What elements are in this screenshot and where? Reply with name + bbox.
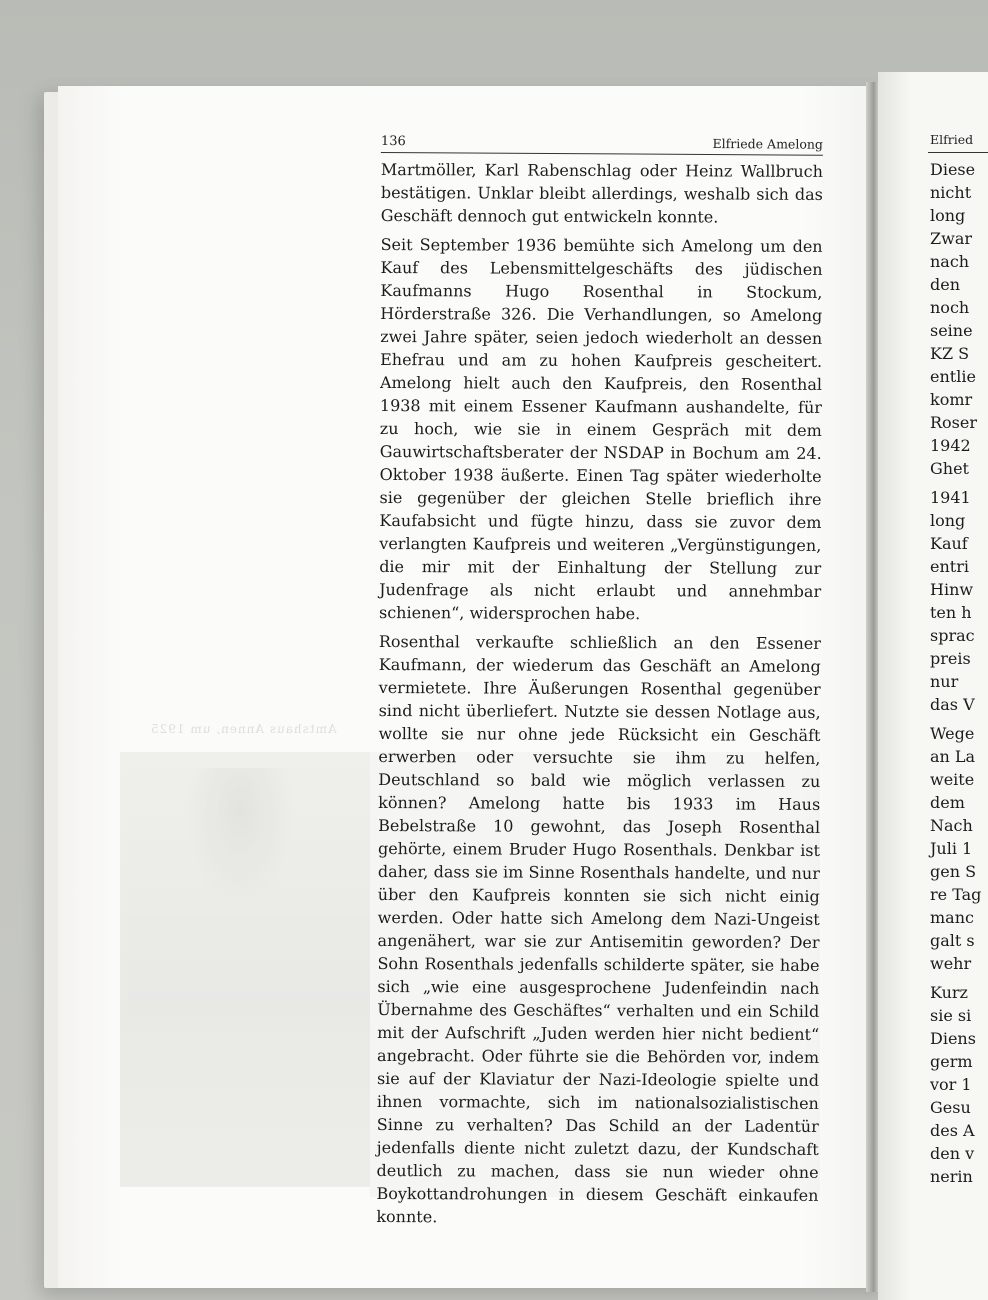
right-page-line: das V: [930, 695, 975, 714]
right-page-line: galt s: [930, 931, 975, 950]
right-page-line: Kurz: [930, 983, 968, 1002]
right-page-line: ten h: [930, 603, 972, 622]
right-page-line: wehr: [930, 954, 972, 973]
right-page-line: gen S: [930, 862, 977, 881]
right-page-line: germ: [930, 1052, 973, 1071]
body-text: [376, 158, 823, 1236]
right-page-line: 1942: [930, 436, 971, 455]
right-page-line: Diese: [930, 160, 976, 179]
right-page-line: vor 1: [930, 1075, 972, 1094]
show-through-photo: [120, 752, 370, 1187]
right-running-title: Elfried: [930, 132, 974, 147]
right-page-line: Diens: [930, 1029, 976, 1048]
right-page-line: manc: [930, 908, 974, 927]
right-page-line: KZ S: [930, 344, 970, 363]
right-page-line: den v: [930, 1144, 975, 1163]
right-page-line: Juli 1: [930, 839, 973, 858]
right-page-line: nicht: [930, 183, 972, 202]
right-page-line: Hinw: [930, 580, 974, 599]
page-number: 136: [380, 133, 406, 150]
right-page-line: preis: [930, 649, 971, 668]
running-head: [381, 132, 823, 156]
right-page-line: long: [930, 206, 966, 225]
paragraph-3: Rosenthal verkaufte schließlich an den Essener Kaufmann, der wiederum das Geschäft an Amelong vermietete. Ihre Äußerungen Rosenthal gegenüber sind nicht überliefert. Nutzte sie dessen Notlage aus, wollte sie nur ohne jede Rücksicht ein Geschäft erwerben oder versuchte sie ihm zu helfen, Deutschland so bald wie möglich verlassen zu können? Amelong hatte bis 1933 im Haus Bebelstraße 10 gewohnt, das Joseph Rosenthal gehörte, einem Bruder Hugo Rosenthals. Denkbar ist daher, dass sie im Sinne Rosenthals handelte, und nur über den Kaufpreis konnten sie sich nicht einig werden. Oder hatte sich Amelong dem Nazi-Ungeist angenähert, war sie zur Antisemitin geworden? Der Sohn Rosenthals jedenfalls schilderte später, sie habe sich „wie eine ausgesprochene Judenfeindin nach Übernahme des Geschäftes“ verhalten und ein Schild mit der Aufschrift „Juden werden hier nicht bedient“ angebracht. Oder führte sie die Behörden vor, indem sie auf der Klaviatur der Nazi-Ideologie spielte und ihnen vormachte, sich im nationalsozialistischen Sinne zu verhalten? Das Schild an der Ladentür jedenfalls diente nicht zuletzt dazu, der Kundschaft deutlich zu machen, dass sie nun wieder ohne Boykottandrohungen in diesem Geschäft einkaufen konnte.: [376, 631, 821, 1227]
right-page-line: sie si: [930, 1006, 972, 1025]
right-page-line: 1941: [930, 488, 971, 507]
show-through-caption: Amtshaus Annen, um 1925: [150, 722, 337, 736]
right-page-line: des A: [930, 1121, 975, 1140]
right-page-line: komr: [930, 390, 973, 409]
right-page-line: an La: [930, 747, 976, 766]
right-page-line: Kauf: [930, 534, 968, 553]
right-page-line: Wege: [930, 724, 975, 743]
right-page-line: Gesu: [930, 1098, 971, 1117]
right-page-text: [930, 158, 982, 1188]
right-page-line: Zwar: [930, 229, 972, 248]
paragraph-2: Seit September 1936 bemühte sich Amelong um den Kauf des Lebensmittelgeschäfts des jüdischen Kaufmanns Hugo Rosenthal in Stockum, Hörderstraße 326. Die Verhandlungen, so Amelong zwei Jahre später, seien jedoch wiederholt an dessen Ehefrau und am zu hohen Kaufpreis gescheitert. Amelong hielt auch den Kaufpreis, den Rosenthal 1938 mit einem Essener Kaufmann aushandelte, für zu hoch, wie sie in einem Gespräch mit dem Gauwirtschaftsberater der NSDAP in Bochum am 24. Oktober 1938 äußerte. Einen Tag später wiederholte sie gegenüber der gleichen Stelle brieflich ihre Kaufabsicht und fügte hinzu, dass sie zuvor dem verlangten Kaufpreis und weiteren „Vergünstigungen, die mir mit der Einhaltung der Stellung zur Judenfrage als nicht erlaubt und annehmbar schienen“, widersprochen habe.: [378, 234, 823, 624]
right-page-line: den: [930, 275, 961, 294]
right-page-line: Nach: [930, 816, 973, 835]
right-page-line: dem: [930, 793, 965, 812]
right-page-line: re Tag: [930, 885, 982, 904]
right-page-line: sprac: [930, 626, 975, 645]
right-page-line: nach: [930, 252, 970, 271]
right-page-line: nerin: [930, 1167, 973, 1186]
running-title: Elfriede Amelong: [712, 136, 823, 152]
right-page-line: seine: [930, 321, 973, 340]
right-head-rule: [928, 152, 988, 153]
right-page-line: Ghet: [930, 459, 969, 478]
paragraph-1: Martmöller, Karl Rabenschlag oder Heinz Wallbruch bestätigen. Unklar bleibt allerdings, weshalb sich das Geschäft dennoch gut entwickeln konnte.: [380, 159, 823, 227]
right-page-line: entri: [930, 557, 969, 576]
right-page-line: entlie: [930, 367, 976, 386]
right-page-line: long: [930, 511, 966, 530]
right-page-line: nur: [930, 672, 959, 691]
right-page-line: Roser: [930, 413, 978, 432]
right-page-line: weite: [930, 770, 975, 789]
right-page-line: noch: [930, 298, 970, 317]
